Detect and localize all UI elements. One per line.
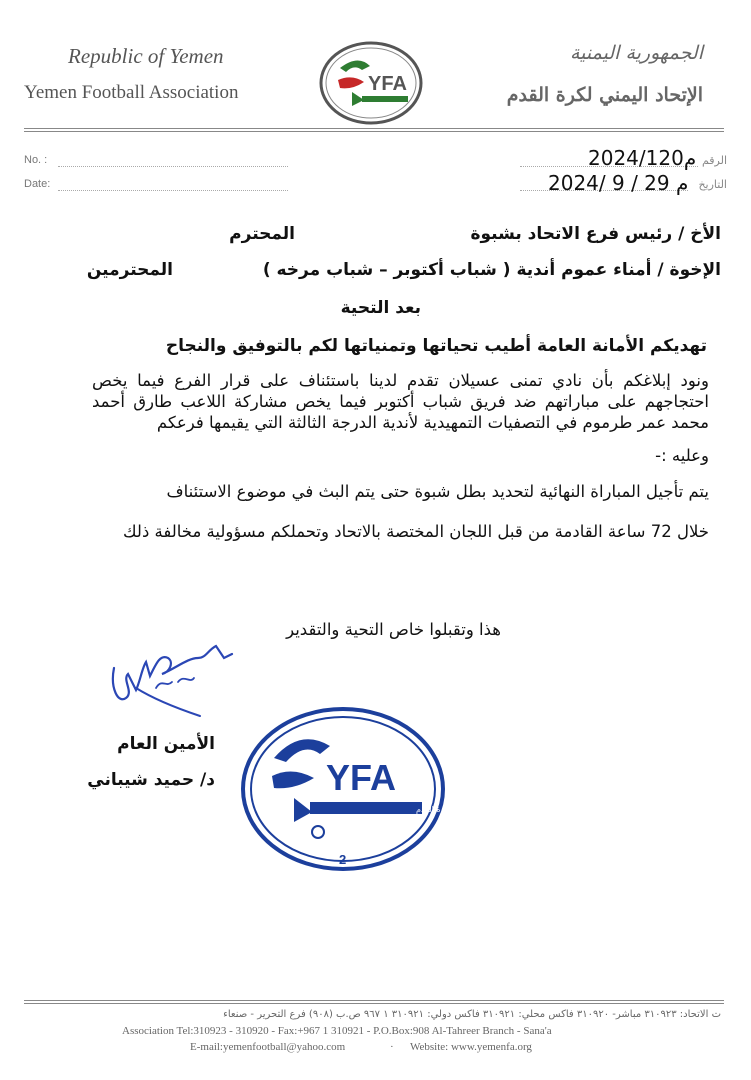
- footer-email: E-mail:yemenfootball@yahoo.com: [190, 1041, 346, 1053]
- stamp-ring-text: الاتحاد اليمني لكرة القدم: [416, 805, 498, 814]
- header-en-name: Yemen Football Association: [24, 82, 239, 103]
- logo-text: YFA: [368, 73, 407, 95]
- ar-date-label: التاريخ: [698, 178, 727, 191]
- footer-website: Website: www.yemenfa.org: [410, 1041, 532, 1053]
- stamp-logo-text: YFA: [326, 757, 397, 798]
- header-ar-name: الإتحاد اليمني لكرة القدم: [506, 84, 703, 106]
- salutation: بعد التحية: [340, 298, 421, 318]
- footer-divider: [24, 1000, 724, 1004]
- yfa-logo: [318, 40, 424, 126]
- closing: هذا وتقبلوا خاص التحية والتقدير: [286, 620, 501, 639]
- date-value: 2024/ 9 / 29 م: [548, 171, 689, 195]
- recipient-honorific-2: المحترمين: [86, 260, 173, 280]
- footer-english-contact: Association Tel:310923 - 310920 - Fax:+967 1 310921 - P.O.Box:908 Al-Tahreer Branch - Sana'a: [122, 1025, 552, 1037]
- stamp-number: 2: [339, 852, 347, 867]
- header-ar-title: الجمهورية اليمنية: [569, 42, 703, 64]
- handwritten-signature: [96, 628, 246, 728]
- paragraph-3: خلال 72 ساعة القادمة من قبل اللجان المختصة بالاتحاد وتحملكم مسؤولية مخالفة ذلك: [123, 522, 709, 541]
- official-stamp: [240, 706, 498, 872]
- ar-no-label: الرقم: [701, 154, 727, 167]
- recipient-line-2: الإخوة / أمناء عموم أندية ( شباب أكتوبر – شباب مرخه ): [262, 260, 721, 280]
- number-value: 2024/120م: [588, 146, 697, 170]
- date-line: [58, 190, 288, 191]
- recipient-honorific-1: المحترم: [229, 224, 295, 244]
- footer-arabic-contact: ت الاتحاد: ٣١٠٩٢٣ مباشر- ٣١٠٩٢٠ فاكس محلي: ٣١٠٩٢١ فاكس دولي: ٣١٠٩٢١ ١ ٩٦٧ ص.ب (٩٠٨) فرع التحرير - صنعاء: [223, 1009, 721, 1020]
- signatory-title: الأمين العام: [117, 734, 215, 754]
- paragraph-1: ونود إبلاغكم بأن نادي تمنى عسيلان تقدم لدينا باستئناف على قرار الفرع فيما يخص احتجاجهم على مباراتهم ضد فريق شباب أكتوبر فيما يخص مشاركة اللاعب طارق أحمد محمد عمر طرموم في التصفيات التمهيدية لأندية الدرجة الثالثة التي يقيمها فرعكم: [92, 371, 709, 432]
- footer-separator: ·: [390, 1041, 394, 1053]
- header-divider: [24, 128, 724, 132]
- header-en-title: Republic of Yemen: [68, 44, 224, 68]
- no-label: No. :: [24, 154, 48, 166]
- recipient-line-1: الأخ / رئيس فرع الاتحاد بشبوة: [470, 224, 721, 244]
- date-label: Date:: [24, 178, 51, 190]
- signatory-name: د/ حميد شيباني: [87, 770, 215, 790]
- no-line: [58, 166, 288, 167]
- greeting: تهديكم الأمانة العامة أطيب تحياتها وتمنياتها لكم بالتوفيق والنجاح: [165, 336, 707, 356]
- paragraph-1-end: وعليه :-: [655, 446, 709, 465]
- paragraph-2: يتم تأجيل المباراة النهائية لتحديد بطل شبوة حتى يتم البث في موضوع الاستئناف: [166, 482, 709, 501]
